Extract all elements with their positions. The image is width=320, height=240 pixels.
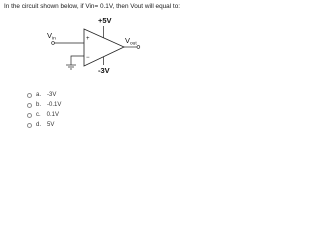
radio-icon[interactable] <box>27 123 32 128</box>
option-c[interactable] <box>27 111 59 120</box>
vin-label: $V_{in}$ <box>47 31 56 42</box>
option-b[interactable] <box>27 101 61 110</box>
option-a[interactable] <box>27 91 56 100</box>
option-label: 0.1V <box>46 112 60 118</box>
option-letter: b. <box>36 102 42 108</box>
negative-supply-label: -3V <box>98 66 110 75</box>
option-letter: a. <box>36 92 42 98</box>
inverting-input-sign: − <box>86 55 90 61</box>
radio-icon[interactable] <box>27 103 32 108</box>
vin-terminal-icon <box>52 42 55 45</box>
option-letter: c. <box>36 112 41 118</box>
inverting-input-wire <box>71 56 84 65</box>
option-label: -3V <box>47 92 57 98</box>
vout-label: $V_{out}$ <box>125 36 137 47</box>
radio-icon[interactable] <box>27 93 32 98</box>
positive-supply-label: +5V <box>98 16 112 25</box>
vout-terminal-icon <box>137 46 140 49</box>
option-letter: d. <box>36 122 42 128</box>
non-inverting-input-sign: + <box>86 36 90 42</box>
radio-icon[interactable] <box>27 113 32 118</box>
option-label: -0.1V <box>47 102 62 108</box>
question-text: In the circuit shown below, if Vin= 0.1V, then Vout will equal to: <box>4 3 181 10</box>
option-d[interactable] <box>27 121 54 130</box>
ground-icon <box>66 65 76 69</box>
op-amp-symbol <box>84 29 124 66</box>
option-label: 5V <box>47 122 55 128</box>
